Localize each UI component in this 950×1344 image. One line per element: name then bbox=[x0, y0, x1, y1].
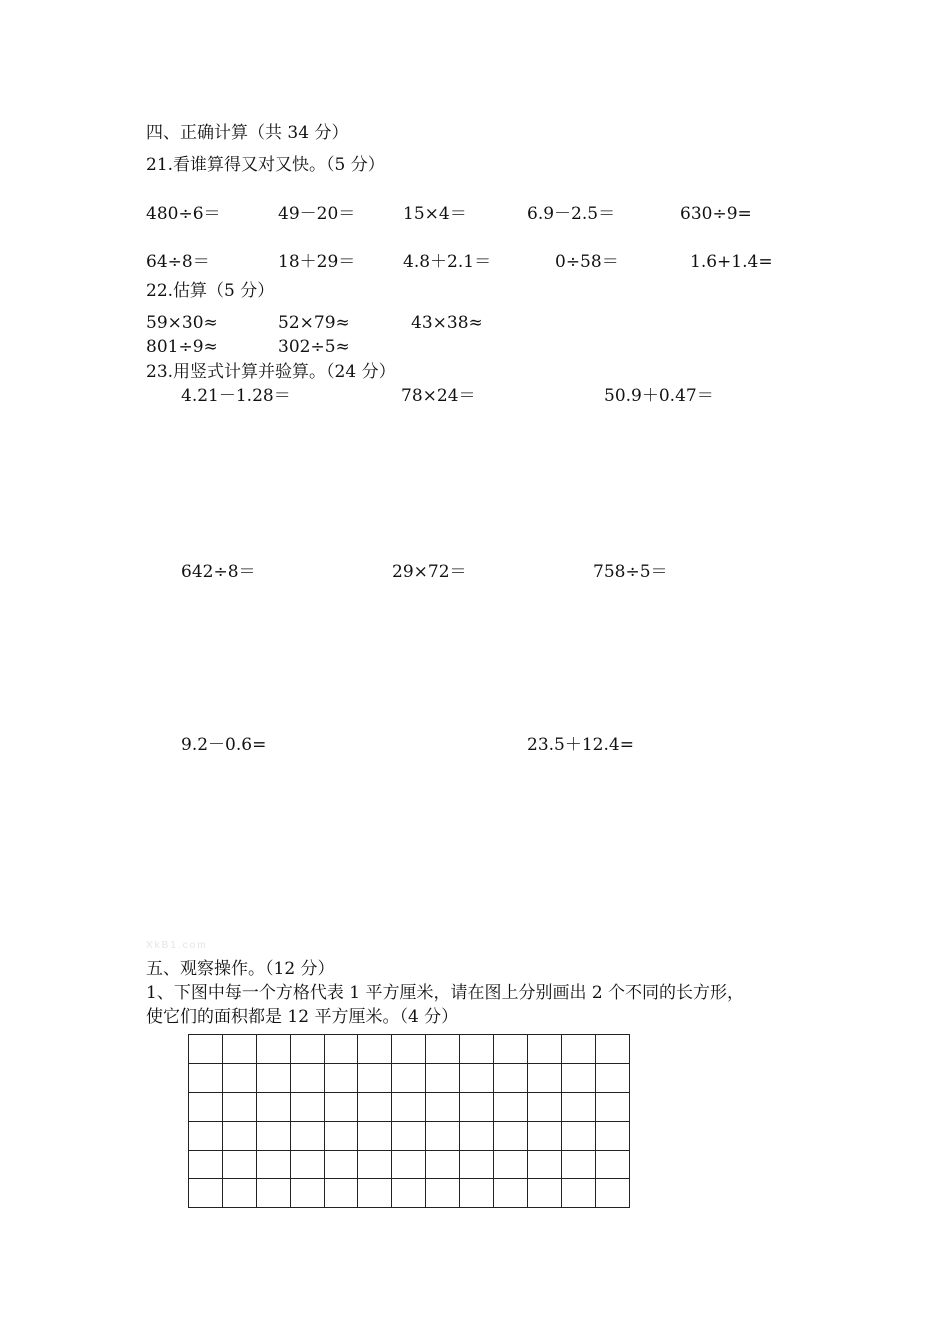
grid-cell[interactable] bbox=[256, 1121, 290, 1150]
grid-cell[interactable] bbox=[392, 1150, 426, 1179]
grid-cell[interactable] bbox=[392, 1063, 426, 1092]
grid-cell[interactable] bbox=[426, 1179, 460, 1208]
grid-cell[interactable] bbox=[358, 1179, 392, 1208]
grid-cell[interactable] bbox=[527, 1150, 561, 1179]
grid-cell[interactable] bbox=[290, 1121, 324, 1150]
q22-problem: 59×30≈ bbox=[146, 313, 218, 333]
grid-cell[interactable] bbox=[189, 1092, 223, 1121]
grid-row bbox=[189, 1150, 630, 1179]
grid-cell[interactable] bbox=[494, 1092, 528, 1121]
grid-cell[interactable] bbox=[290, 1150, 324, 1179]
grid-cell[interactable] bbox=[324, 1121, 358, 1150]
grid-cell[interactable] bbox=[256, 1179, 290, 1208]
grid-cell[interactable] bbox=[561, 1092, 595, 1121]
grid-cell[interactable] bbox=[392, 1179, 426, 1208]
grid-cell[interactable] bbox=[561, 1035, 595, 1064]
grid-cell[interactable] bbox=[222, 1179, 256, 1208]
grid-cell[interactable] bbox=[460, 1179, 494, 1208]
grid-cell[interactable] bbox=[189, 1035, 223, 1064]
grid-cell[interactable] bbox=[256, 1035, 290, 1064]
grid-cell[interactable] bbox=[527, 1035, 561, 1064]
grid-cell[interactable] bbox=[561, 1063, 595, 1092]
grid-cell[interactable] bbox=[595, 1063, 629, 1092]
q23-problem: 78×24＝ bbox=[401, 386, 476, 406]
grid-row bbox=[189, 1063, 630, 1092]
grid-cell[interactable] bbox=[189, 1121, 223, 1150]
grid-cell[interactable] bbox=[222, 1092, 256, 1121]
grid-cell[interactable] bbox=[494, 1121, 528, 1150]
grid-cell[interactable] bbox=[222, 1063, 256, 1092]
q21-problem: 0÷58＝ bbox=[555, 252, 619, 272]
section5-title: 五、观察操作。（12 分） bbox=[146, 959, 335, 979]
grid-cell[interactable] bbox=[595, 1035, 629, 1064]
grid-cell[interactable] bbox=[426, 1121, 460, 1150]
grid-cell[interactable] bbox=[189, 1150, 223, 1179]
grid-cell[interactable] bbox=[324, 1092, 358, 1121]
grid-cell[interactable] bbox=[222, 1035, 256, 1064]
grid-cell[interactable] bbox=[189, 1179, 223, 1208]
grid-cell[interactable] bbox=[324, 1035, 358, 1064]
q23-problem: 4.21－1.28＝ bbox=[181, 386, 291, 406]
q21-problem: 6.9－2.5＝ bbox=[527, 204, 616, 224]
q21-problem: 18＋29＝ bbox=[278, 252, 356, 272]
q23-problem: 23.5＋12.4= bbox=[527, 735, 634, 755]
grid-cell[interactable] bbox=[460, 1092, 494, 1121]
grid-cell[interactable] bbox=[358, 1063, 392, 1092]
grid-cell[interactable] bbox=[460, 1150, 494, 1179]
watermark: XkB1.com bbox=[146, 940, 208, 951]
q23-title: 23.用竖式计算并验算。（24 分） bbox=[146, 362, 396, 382]
q21-problem: 15×4＝ bbox=[403, 204, 467, 224]
grid-cell[interactable] bbox=[494, 1150, 528, 1179]
grid-row bbox=[189, 1092, 630, 1121]
grid-row bbox=[189, 1121, 630, 1150]
grid-cell[interactable] bbox=[358, 1121, 392, 1150]
q21-problem: 4.8＋2.1＝ bbox=[403, 252, 492, 272]
section4-title: 四、正确计算（共 34 分） bbox=[146, 123, 349, 143]
grid-cell[interactable] bbox=[595, 1092, 629, 1121]
grid-row bbox=[189, 1035, 630, 1064]
grid-cell[interactable] bbox=[290, 1063, 324, 1092]
grid-cell[interactable] bbox=[256, 1150, 290, 1179]
grid-cell[interactable] bbox=[324, 1179, 358, 1208]
q21-problem: 64÷8＝ bbox=[146, 252, 210, 272]
grid-cell[interactable] bbox=[290, 1092, 324, 1121]
grid-cell[interactable] bbox=[595, 1121, 629, 1150]
grid-cell[interactable] bbox=[256, 1063, 290, 1092]
q23-problem: 758÷5＝ bbox=[593, 562, 668, 582]
grid-cell[interactable] bbox=[494, 1063, 528, 1092]
grid-cell[interactable] bbox=[527, 1179, 561, 1208]
grid-cell[interactable] bbox=[426, 1063, 460, 1092]
grid-cell[interactable] bbox=[494, 1179, 528, 1208]
grid-cell[interactable] bbox=[561, 1179, 595, 1208]
q22-problem: 43×38≈ bbox=[411, 313, 483, 333]
grid-cell[interactable] bbox=[358, 1150, 392, 1179]
grid-cell[interactable] bbox=[426, 1150, 460, 1179]
q23-problem: 9.2－0.6= bbox=[181, 735, 267, 755]
q21-problem: 480÷6＝ bbox=[146, 204, 221, 224]
grid-cell[interactable] bbox=[358, 1035, 392, 1064]
grid-cell[interactable] bbox=[595, 1150, 629, 1179]
grid-cell[interactable] bbox=[392, 1035, 426, 1064]
grid-cell[interactable] bbox=[392, 1121, 426, 1150]
grid-cell[interactable] bbox=[222, 1150, 256, 1179]
grid-cell[interactable] bbox=[222, 1121, 256, 1150]
grid-cell[interactable] bbox=[460, 1035, 494, 1064]
q22-problem: 52×79≈ bbox=[278, 313, 350, 333]
square-grid[interactable] bbox=[188, 1034, 630, 1208]
q21-problem: 49－20＝ bbox=[278, 204, 356, 224]
grid-cell[interactable] bbox=[290, 1035, 324, 1064]
q23-problem: 29×72＝ bbox=[392, 562, 467, 582]
q23-problem: 642÷8＝ bbox=[181, 562, 256, 582]
grid-cell[interactable] bbox=[426, 1035, 460, 1064]
grid-cell[interactable] bbox=[561, 1150, 595, 1179]
grid-cell[interactable] bbox=[561, 1121, 595, 1150]
grid-cell[interactable] bbox=[324, 1150, 358, 1179]
q22-problem: 302÷5≈ bbox=[278, 337, 350, 357]
grid-cell[interactable] bbox=[324, 1063, 358, 1092]
grid-cell[interactable] bbox=[290, 1179, 324, 1208]
grid-cell[interactable] bbox=[527, 1121, 561, 1150]
grid-cell[interactable] bbox=[460, 1121, 494, 1150]
grid-cell[interactable] bbox=[426, 1092, 460, 1121]
q21-title: 21.看谁算得又对又快。（5 分） bbox=[146, 155, 385, 175]
q22-problem: 801÷9≈ bbox=[146, 337, 218, 357]
grid-cell[interactable] bbox=[527, 1092, 561, 1121]
q23-problem: 50.9＋0.47＝ bbox=[604, 386, 714, 406]
grid-row bbox=[189, 1179, 630, 1208]
grid-cell[interactable] bbox=[256, 1092, 290, 1121]
grid-cell[interactable] bbox=[595, 1179, 629, 1208]
grid-table[interactable] bbox=[188, 1034, 630, 1208]
grid-cell[interactable] bbox=[358, 1092, 392, 1121]
grid-cell[interactable] bbox=[494, 1035, 528, 1064]
q21-problem: 1.6+1.4= bbox=[690, 252, 773, 272]
grid-cell[interactable] bbox=[392, 1092, 426, 1121]
q22-title: 22.估算（5 分） bbox=[146, 281, 275, 301]
grid-cell[interactable] bbox=[460, 1063, 494, 1092]
q1-text-line1: 1、下图中每一个方格代表 1 平方厘米，请在图上分别画出 2 个不同的长方形， bbox=[146, 983, 745, 1003]
grid-cell[interactable] bbox=[189, 1063, 223, 1092]
q1-text-line2: 使它们的面积都是 12 平方厘米。（4 分） bbox=[146, 1007, 459, 1027]
grid-cell[interactable] bbox=[527, 1063, 561, 1092]
q21-problem: 630÷9= bbox=[680, 204, 752, 224]
